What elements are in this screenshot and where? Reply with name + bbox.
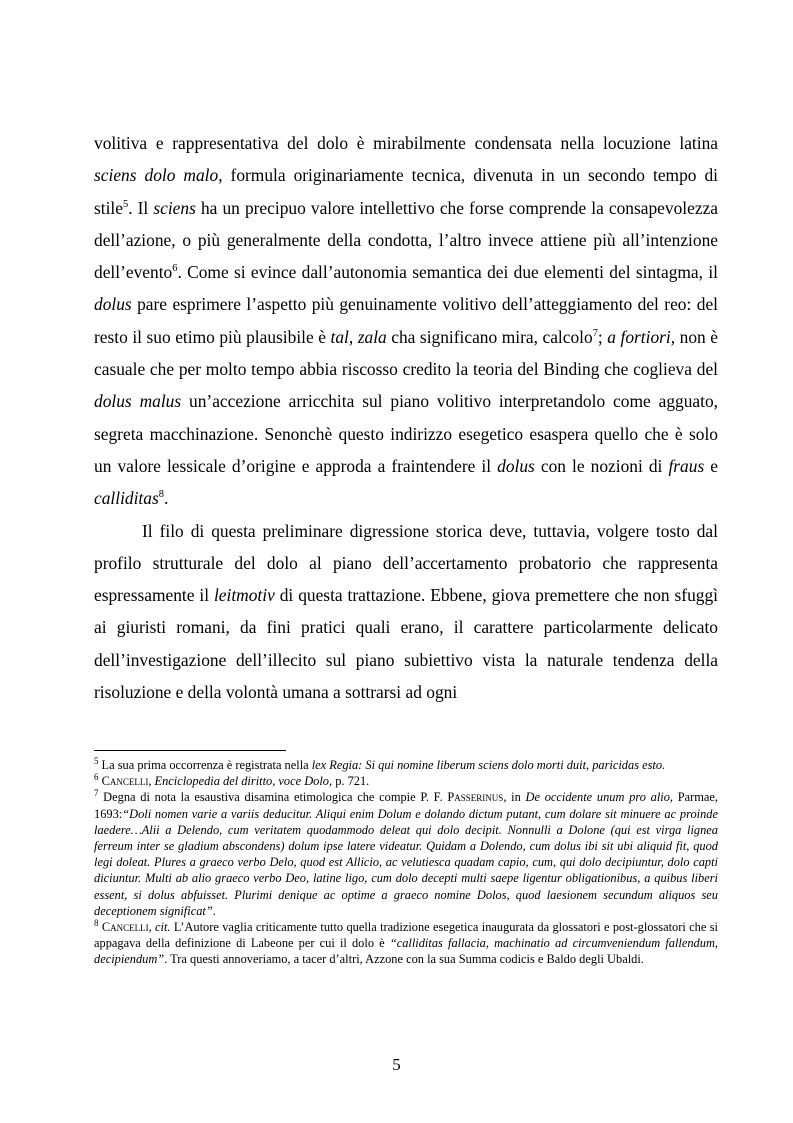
text-run: . — [163, 488, 169, 509]
footnote-ref-8[interactable]: 8 — [158, 489, 164, 501]
footnote-number: 8 — [94, 917, 99, 928]
footnote-author: Cancelli — [101, 774, 149, 789]
text-run: volitiva e rappresentativa del dolo è mirabilmente condensata nella locuzione latina — [94, 133, 718, 153]
text-run: pare esprimere l’aspetto più genuinamente volitivo dell’atteggiamento del reo: del resto il suo etimo più plausibile è — [94, 294, 718, 347]
latin-term: dolus — [94, 294, 132, 315]
footnote-text: L’Autore vaglia criticamente tutto quella tradizione esegetica inaugurata da glossatori e post-glossatori che si appagava della definizione di Labeone per cui il dolo è — [94, 920, 718, 951]
footnote-7 — [94, 789, 718, 919]
text-run: con le nozioni di — [534, 455, 669, 476]
footnote-quote: “calliditas fallacia, machinatio ad circumveniendum fallendum, decipiendum” — [94, 936, 718, 967]
footnote-italic: cit. — [155, 920, 171, 935]
footnote-text: La sua prima occorrenza è registrata nella — [98, 758, 312, 772]
page-number: 5 — [392, 1055, 401, 1074]
footnote-text: . — [212, 903, 216, 918]
text-run: . Il — [128, 197, 154, 218]
footnote-italic: Enciclopedia del diritto, voce Dolo, — [154, 774, 333, 789]
footnote-8 — [94, 919, 718, 968]
footnote-ref-7[interactable]: 7 — [592, 327, 598, 339]
latin-term: calliditas — [94, 488, 159, 509]
text-run: Il filo di questa preliminare digressione storica deve, tuttavia, volgere tosto dal profilo strutturale del dolo al piano dell’accertamento probatorio che rappresenta espressamente il — [94, 520, 718, 606]
paragraph-2 — [94, 515, 718, 709]
footnote-text: , — [148, 774, 155, 789]
footnote-number: 5 — [94, 755, 99, 766]
text-run: cha significano mira, calcolo — [386, 326, 593, 347]
footnote-text: , — [148, 920, 156, 935]
text-run: . Come si evince dall’autonomia semantica dei due elementi del sintagma, il — [177, 262, 718, 283]
text-run: , formula originariamente tecnica, divenuta in un secondo tempo di stile — [94, 165, 718, 218]
footnote-quote: “Doli nomen varie a variis deducitur. Aliqui enim Dolum e dolando dictum putant, cum dolare sit minuere ac proinde laedere…Alii a Delendo, cum veritatem quodammodo deleat qui dolo decipit. Nonnulli a Dolone (qui est virga lignea ferreum inter se gladium abscondens) dolum ipse latere videatur. Quidam a Dolendo, cum dolus ibi sit ubi aliquid fit, quod legi doleat. Plures a graeco verbo Delo, quod est Allicio, ac velutiesca quadam capio, cum, qui dolo decipiuntur, dolo capti diciuntur. Multi ab alio graeco verbo Deo, latine ligo, cum dolo decepti multi saepe ligentur obligationibus, a quibus liberi essent, si dolus abfuisset. Plurimi denique ac optime a graeco nomine Dolos, quod laesionem secundum aliquos seu deceptionem significat” — [94, 806, 718, 918]
body-text — [94, 127, 718, 708]
etymology-term: tal, zala — [330, 326, 387, 347]
latin-term: fraus — [668, 455, 705, 476]
footnote-italic: De occidente unum pro alio, — [525, 790, 674, 805]
text-run: e — [704, 455, 718, 476]
footnote-ref-5[interactable]: 5 — [122, 198, 129, 210]
footnote-italic: lex Regia: Si qui nomine liberum sciens dolo morti duit, paricidas esto. — [311, 758, 666, 772]
footnote-ref-6[interactable]: 6 — [172, 263, 178, 275]
footnote-text: Parmae, 1693: — [94, 790, 719, 821]
footnote-author: Cancelli — [101, 920, 149, 935]
latin-term: leitmotiv — [213, 585, 275, 606]
latin-phrase: a fortiori, — [607, 326, 676, 347]
footnote-text: p. 721. — [332, 774, 370, 789]
footnote-text: Degna di nota la esaustiva disamina etimologica che compie P. F. — [98, 790, 448, 805]
footnotes — [94, 757, 718, 968]
text-run: un’accezione arricchita sul piano volitivo interpretandolo come agguato, segreta macchinazione. Senonchè questo indirizzo esegetico esaspera quello che è solo un valore lessicale d’origine e approda a fraintendere il — [94, 391, 718, 476]
paragraph-1 — [94, 127, 718, 515]
footnote-5 — [94, 757, 718, 773]
text-run: di questa trattazione. Ebbene, giova premettere che non sfuggì ai giuristi romani, da fini pratici quali erano, il carattere particolarmente delicato dell’investigazione dell’illecito sul piano subiettivo vista la naturale tendenza della risoluzione e della volontà umana a sottrarsi ad ogni — [94, 585, 718, 703]
text-run: ha un precipuo valore intellettivo che forse comprende la consapevolezza dell’azione, o più generalmente della condotta, l’altro invece attiene più all’intenzione dell’evento — [94, 197, 719, 283]
text-run: non è casuale che per molto tempo abbia riscosso credito la teoria del Binding che coglieva del — [94, 326, 718, 380]
footnote-author: Passerinus — [447, 790, 504, 805]
latin-term: dolus — [497, 455, 535, 476]
footnote-number: 7 — [94, 788, 99, 799]
latin-term: sciens — [153, 197, 196, 218]
footnote-text: . Tra questi annoveriamo, a tacer d’altri, Azzone con la sua Summa codicis e Baldo degli Ubaldi. — [164, 952, 644, 967]
footnote-text: , in — [503, 790, 526, 805]
latin-phrase: sciens dolo malo — [94, 165, 219, 186]
text-run: ; — [597, 326, 608, 347]
footnote-6 — [94, 773, 718, 789]
footnote-separator — [94, 750, 286, 751]
latin-phrase: dolus malus — [94, 391, 182, 412]
footnote-number: 6 — [94, 772, 99, 783]
